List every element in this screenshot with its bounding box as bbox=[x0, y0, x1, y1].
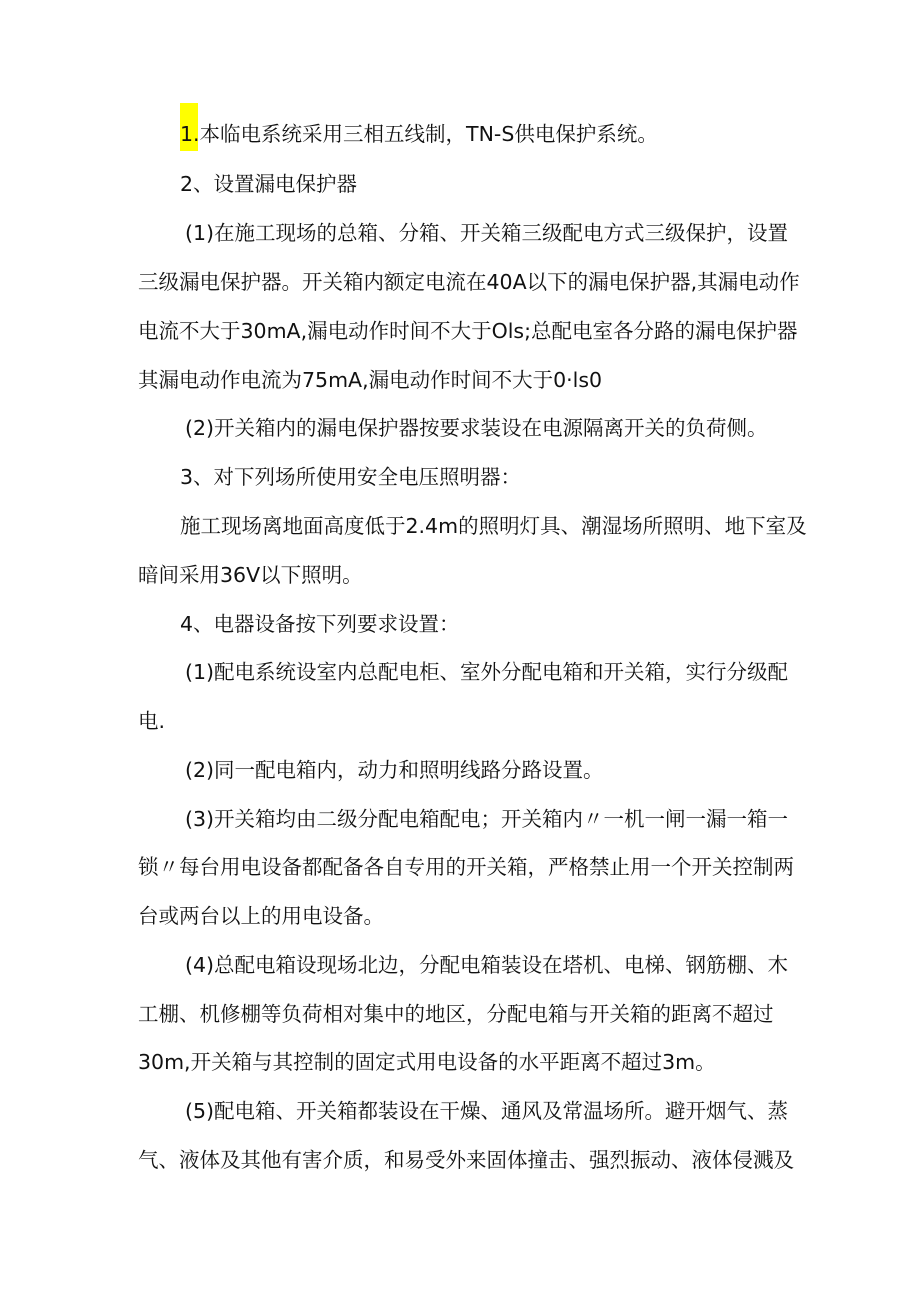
paragraph-4-1-line-1: (1)配电系统设室内总配电柜、室外分配电箱和开关箱，实行分级配 bbox=[185, 660, 789, 684]
paragraph-4-3-line-1: (3)开关箱均由二级分配电箱配电；开关箱内〃一机一闸一漏一箱一 bbox=[185, 807, 789, 831]
paragraph-3-line-1: 施工现场离地面高度低于2.4m的照明灯具、潮湿场所照明、地下室及 bbox=[180, 514, 807, 538]
paragraph-2-1-line-4: 其漏电动作电流为75mA,漏电动作时间不大于0·ls0 bbox=[138, 368, 603, 392]
paragraph-4-4-line-1: (4)总配电箱设现场北边，分配电箱装设在塔机、电梯、钢筋棚、木 bbox=[185, 953, 789, 977]
paragraph-4-4-line-2: 工棚、机修棚等负荷相对集中的地区，分配电箱与开关箱的距离不超过 bbox=[138, 1002, 774, 1026]
paragraph-2-1-line-3: 电流不大于30mA,漏电动作时间不大于Ols;总配电室各分路的漏电保护器 bbox=[138, 319, 798, 343]
paragraph-4-2-line-1: (2)同一配电箱内，动力和照明线路分路设置。 bbox=[185, 758, 604, 782]
paragraph-4-5-line-2: 气、液体及其他有害介质，和易受外来固体撞击、强烈振动、液体侵溅及 bbox=[138, 1148, 794, 1172]
heading-2: 2、设置漏电保护器 bbox=[180, 172, 358, 196]
paragraph-4-4-line-3: 30m,开关箱与其控制的固定式用电设备的水平距离不超过3m。 bbox=[138, 1050, 716, 1074]
paragraph-2-1-line-2: 三级漏电保护器。开关箱内额定电流在40A以下的漏电保护器,其漏电动作 bbox=[138, 270, 800, 294]
paragraph-3-line-2: 暗间采用36V以下照明。 bbox=[138, 563, 363, 587]
paragraph-2-1-line-1: (1)在施工现场的总箱、分箱、开关箱三级配电方式三级保护，设置 bbox=[185, 221, 789, 245]
paragraph-2-2-line-1: (2)开关箱内的漏电保护器按要求装设在电源隔离开关的负荷侧。 bbox=[185, 416, 768, 440]
paragraph-4-5-line-1: (5)配电箱、开关箱都装设在干燥、通风及常温场所。避开烟气、蒸 bbox=[185, 1099, 789, 1123]
paragraph-4-3-line-2: 锁〃每台用电设备都配备各自专用的开关箱，严格禁止用一个开关控制两 bbox=[138, 855, 794, 879]
paragraph-4-1-line-2: 电. bbox=[138, 709, 166, 733]
heading-4: 4、电器设备按下列要求设置： bbox=[180, 612, 460, 636]
heading-3: 3、对下列场所使用安全电压照明器： bbox=[180, 465, 522, 489]
paragraph-1-line: 1.本临电系统采用三相五线制，TN-S供电保护系统。 bbox=[180, 122, 658, 146]
paragraph-4-3-line-3: 台或两台以上的用电设备。 bbox=[138, 904, 384, 928]
